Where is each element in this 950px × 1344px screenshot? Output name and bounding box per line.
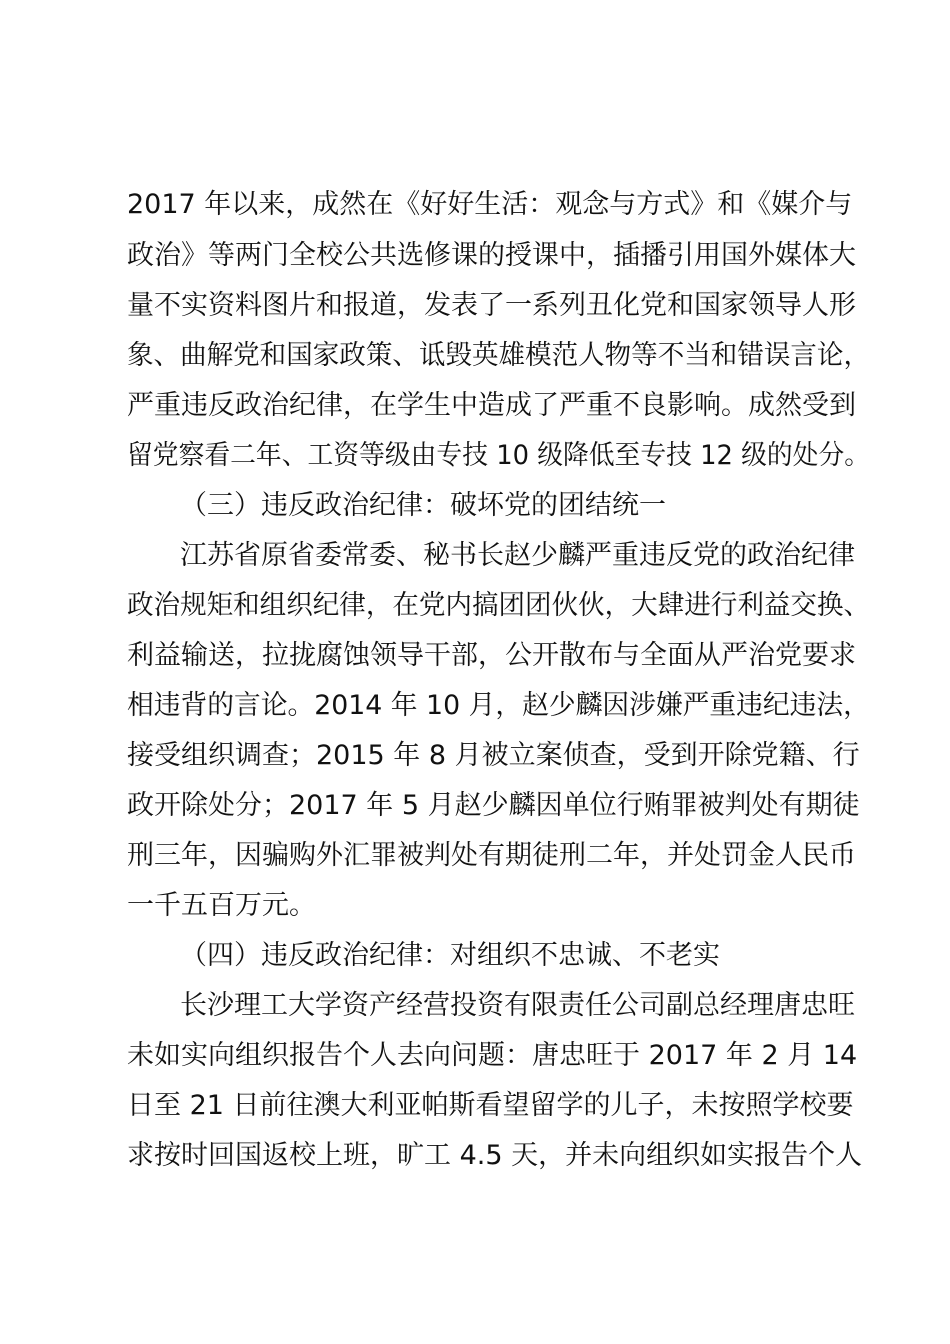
text-line: 利益输送，拉拢腐蚀领导干部，公开散布与全面从严治党要求 — [127, 640, 856, 671]
text-line: 相违背的言论。2014 年 10 月，赵少麟因涉嫌严重违纪违法， — [127, 690, 870, 721]
text-line: 象、曲解党和国家政策、诋毁英雄模范人物等不当和错误言论， — [127, 340, 870, 371]
text-line: 政开除处分；2017 年 5 月赵少麟因单位行贿罪被判处有期徒 — [127, 790, 860, 821]
text-line: 政治》等两门全校公共选修课的授课中，插播引用国外媒体大 — [127, 240, 856, 271]
text-line: 留党察看二年、工资等级由专技 10 级降低至专技 12 级的处分。 — [127, 440, 871, 471]
text-line: 一千五百万元。 — [127, 890, 316, 921]
section-heading: （三）违反政治纪律：破坏党的团结统一 — [180, 490, 666, 521]
text-line: 刑三年，因骗购外汇罪被判处有期徒刑二年，并处罚金人民币 — [127, 840, 856, 871]
text-line: 求按时回国返校上班，旷工 4.5 天，并未向组织如实报告个人 — [127, 1140, 863, 1171]
text-line: 江苏省原省委常委、秘书长赵少麟严重违反党的政治纪律 — [180, 540, 855, 571]
text-line: 日至 21 日前往澳大利亚帕斯看望留学的儿子，未按照学校要 — [127, 1090, 854, 1121]
text-line: 2017 年以来，成然在《好好生活：观念与方式》和《媒介与 — [127, 189, 853, 220]
text-line: 量不实资料图片和报道，发表了一系列丑化党和国家领导人形 — [127, 290, 856, 321]
text-line: 未如实向组织报告个人去向问题：唐忠旺于 2017 年 2 月 14 — [127, 1040, 858, 1071]
text-line: 政治规矩和组织纪律，在党内搞团团伙伙，大肆进行利益交换、 — [127, 590, 870, 621]
text-line: 接受组织调查；2015 年 8 月被立案侦查，受到开除党籍、行 — [127, 740, 860, 771]
text-line: 严重违反政治纪律，在学生中造成了严重不良影响。成然受到 — [127, 390, 856, 421]
section-heading: （四）违反政治纪律：对组织不忠诚、不老实 — [180, 940, 720, 971]
text-line: 长沙理工大学资产经营投资有限责任公司副总经理唐忠旺 — [180, 990, 855, 1021]
